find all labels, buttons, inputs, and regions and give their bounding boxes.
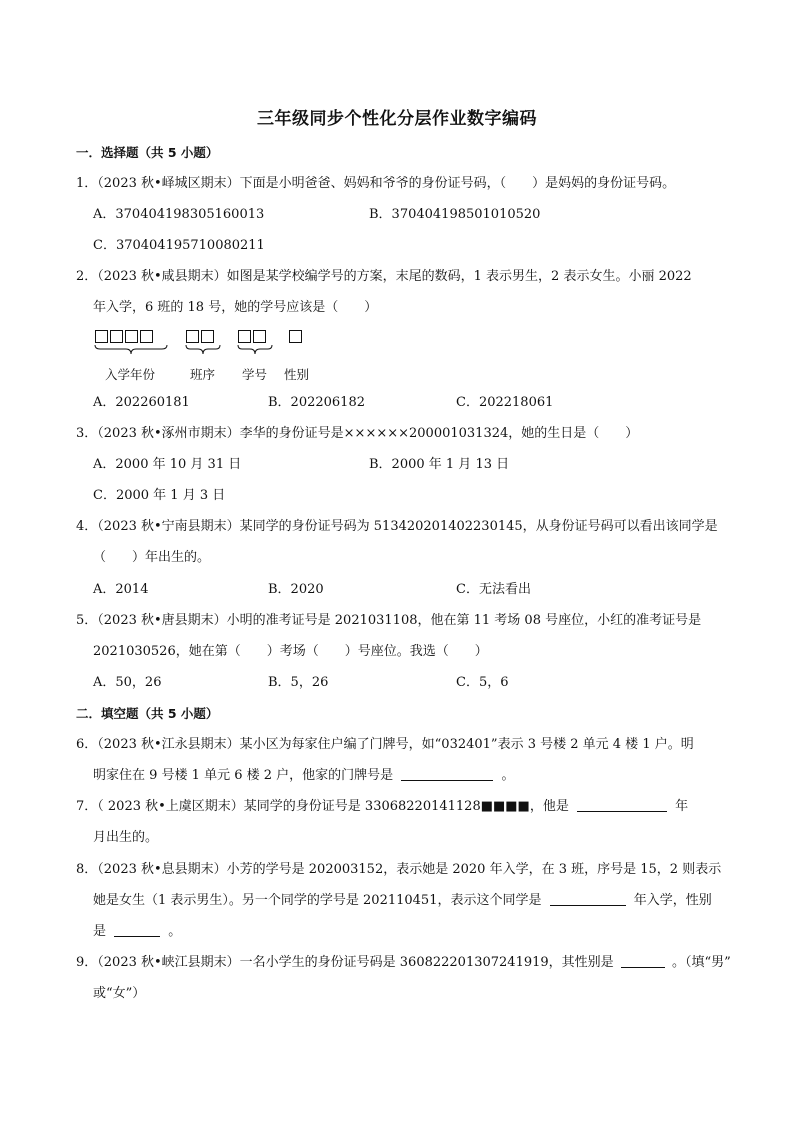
question-5-text-line2: 2021030526，她在第（ ）考场（ ）号座位。我选（ ）	[93, 644, 488, 659]
question-9-text-line1	[76, 954, 731, 972]
label-class: 班序	[190, 367, 216, 382]
class-digit-boxes	[186, 330, 216, 343]
question-5-option-a: A．50，26	[93, 675, 162, 690]
section-heading-choice: 一．选择题（共 5 小题）	[76, 145, 219, 160]
answer-blank-q9[interactable]	[621, 967, 665, 968]
section-heading-fill: 二．填空题（共 5 小题）	[76, 706, 219, 721]
question-6-text-line2	[93, 767, 514, 785]
label-gender: 性别	[284, 367, 310, 382]
question-1-option-b: B．370404198501010520	[369, 207, 541, 222]
question-6-text-line2-end: 。	[501, 768, 515, 783]
class-brace-icon	[185, 344, 221, 356]
question-8-text-line3-start: 是	[93, 924, 107, 939]
question-7-text-line1-end: 年	[675, 799, 689, 814]
question-8-text-line2	[93, 892, 712, 910]
question-9-text-line1-start: 9．（2023 秋•峡江县期末）一名小学生的身份证号码是 360822201307241919，其性别是	[76, 955, 614, 970]
question-2-option-b: B．202206182	[268, 395, 365, 410]
question-8-text-line3	[93, 923, 181, 941]
answer-blank-q8-year[interactable]	[550, 905, 626, 906]
question-7-text-line2: 月出生的。	[93, 830, 159, 845]
question-9-text-line2: 或“女”）	[93, 986, 146, 1001]
question-4-option-b: B．2020	[268, 582, 324, 597]
question-2-text-line2: 年入学，6 班的 18 号，她的学号应该是（ ）	[93, 300, 378, 315]
question-5-option-c: C．5，6	[456, 675, 509, 690]
answer-blank-q6[interactable]	[401, 780, 493, 781]
number-brace-icon	[237, 344, 273, 356]
question-4-text-line2: （ ）年出生的。	[93, 550, 211, 565]
page-title: 三年级同步个性化分层作业数字编码	[257, 109, 537, 129]
gender-digit-box	[289, 330, 304, 343]
question-3-option-b: B．2000 年 1 月 13 日	[369, 457, 510, 472]
question-6-text-line1: 6．（2023 秋•江永县期末）某小区为每家住户编了门牌号，如“032401”表示 3 号楼 2 单元 4 楼 1 户。明	[76, 737, 694, 752]
question-7-text-line1	[76, 798, 688, 816]
question-1-option-a: A．370404198305160013	[93, 207, 265, 222]
question-3-option-c: C．2000 年 1 月 3 日	[93, 488, 226, 503]
question-2-option-a: A．202260181	[93, 395, 190, 410]
year-digit-boxes	[95, 330, 155, 343]
question-4-text-line1: 4．（2023 秋•宁南县期末）某同学的身份证号码为 513420201402230145，从身份证号码可以看出该同学是	[76, 519, 718, 534]
question-4-option-a: A．2014	[93, 582, 149, 597]
question-1-option-c: C．370404195710080211	[93, 238, 265, 253]
question-4-option-c: C．无法看出	[456, 582, 531, 597]
question-9-text-line1-end: 。（填“男”	[671, 955, 731, 970]
question-8-text-line2-start: 她是女生（1 表示男生）。另一个同学的学号是 202110451，表示这个同学是	[93, 893, 542, 908]
question-6-text-line2-start: 明家住在 9 号楼 1 单元 6 楼 2 户，他家的门牌号是	[93, 768, 394, 783]
label-student-number: 学号	[242, 367, 268, 382]
question-8-text-line3-end: 。	[168, 924, 182, 939]
question-3-option-a: A．2000 年 10 月 31 日	[93, 457, 242, 472]
answer-blank-q7[interactable]	[577, 811, 667, 812]
question-5-text-line1: 5．（2023 秋•唐县期末）小明的准考证号是 2021031108，他在第 11 考场 08 号座位，小红的准考证号是	[76, 613, 702, 628]
answer-blank-q8-gender[interactable]	[114, 936, 160, 937]
question-2-text-line1: 2．（2023 秋•咸县期末）如图是某学校编学号的方案，末尾的数码，1 表示男生，2 表示女生。小丽 2022	[76, 269, 692, 284]
question-8-text-line1: 8．（2023 秋•息县期末）小芳的学号是 202003152，表示她是 2020 年入学，在 3 班，序号是 15，2 则表示	[76, 862, 722, 877]
question-7-text-line1-start: 7．（ 2023 秋•上虞区期末）某同学的身份证号是 33068220141128■■■■，他是	[76, 799, 569, 814]
number-digit-boxes	[238, 330, 268, 343]
label-enrollment-year: 入学年份	[105, 367, 156, 382]
question-3-text: 3．（2023 秋•涿州市期末）李华的身份证号是××××××200001031324，她的生日是（ ）	[76, 426, 639, 441]
year-brace-icon	[94, 344, 168, 356]
question-1-text: 1．（2023 秋•峄城区期末）下面是小明爸爸、妈妈和爷爷的身份证号码，（ ）是妈妈的身份证号码。	[76, 176, 676, 191]
question-2-option-c: C．202218061	[456, 395, 554, 410]
question-8-text-line2-end: 年入学，性别	[633, 893, 712, 908]
question-5-option-b: B．5，26	[268, 675, 329, 690]
